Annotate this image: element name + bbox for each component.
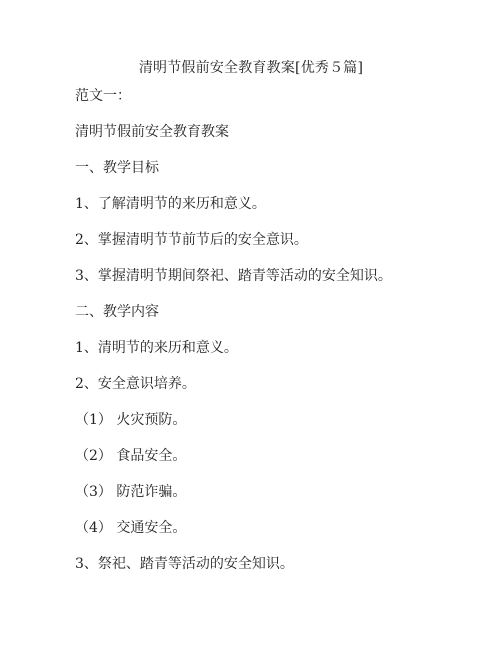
document-title: 清明节假前安全教育教案[优秀５篇] (138, 60, 364, 76)
subitem-traffic-safety: （4） 交通安全。 (75, 520, 187, 536)
subitem-fire-prevention: （1） 火灾预防。 (75, 412, 187, 428)
goal-item-2: 2、掌握清明节节前节后的安全意识。 (75, 232, 308, 248)
content-item-1: 1、清明节的来历和意义。 (75, 340, 238, 356)
content-item-2: 2、安全意识培养。 (75, 376, 196, 392)
lesson-plan-heading: 清明节假前安全教育教案 (75, 124, 229, 140)
goal-item-3: 3、掌握清明节期间祭祀、踏青等活动的安全知识。 (75, 268, 392, 284)
section-label-sample-one: 范文一： (75, 88, 131, 104)
heading-teaching-goals: 一、教学目标 (75, 160, 159, 176)
subitem-fraud-prevention: （3） 防范诈骗。 (75, 484, 187, 500)
heading-teaching-content: 二、教学内容 (75, 304, 159, 320)
subitem-food-safety: （2） 食品安全。 (75, 448, 187, 464)
goal-item-1: 1、了解清明节的来历和意义。 (75, 196, 266, 212)
content-item-3: 3、祭祀、踏青等活动的安全知识。 (75, 556, 294, 572)
